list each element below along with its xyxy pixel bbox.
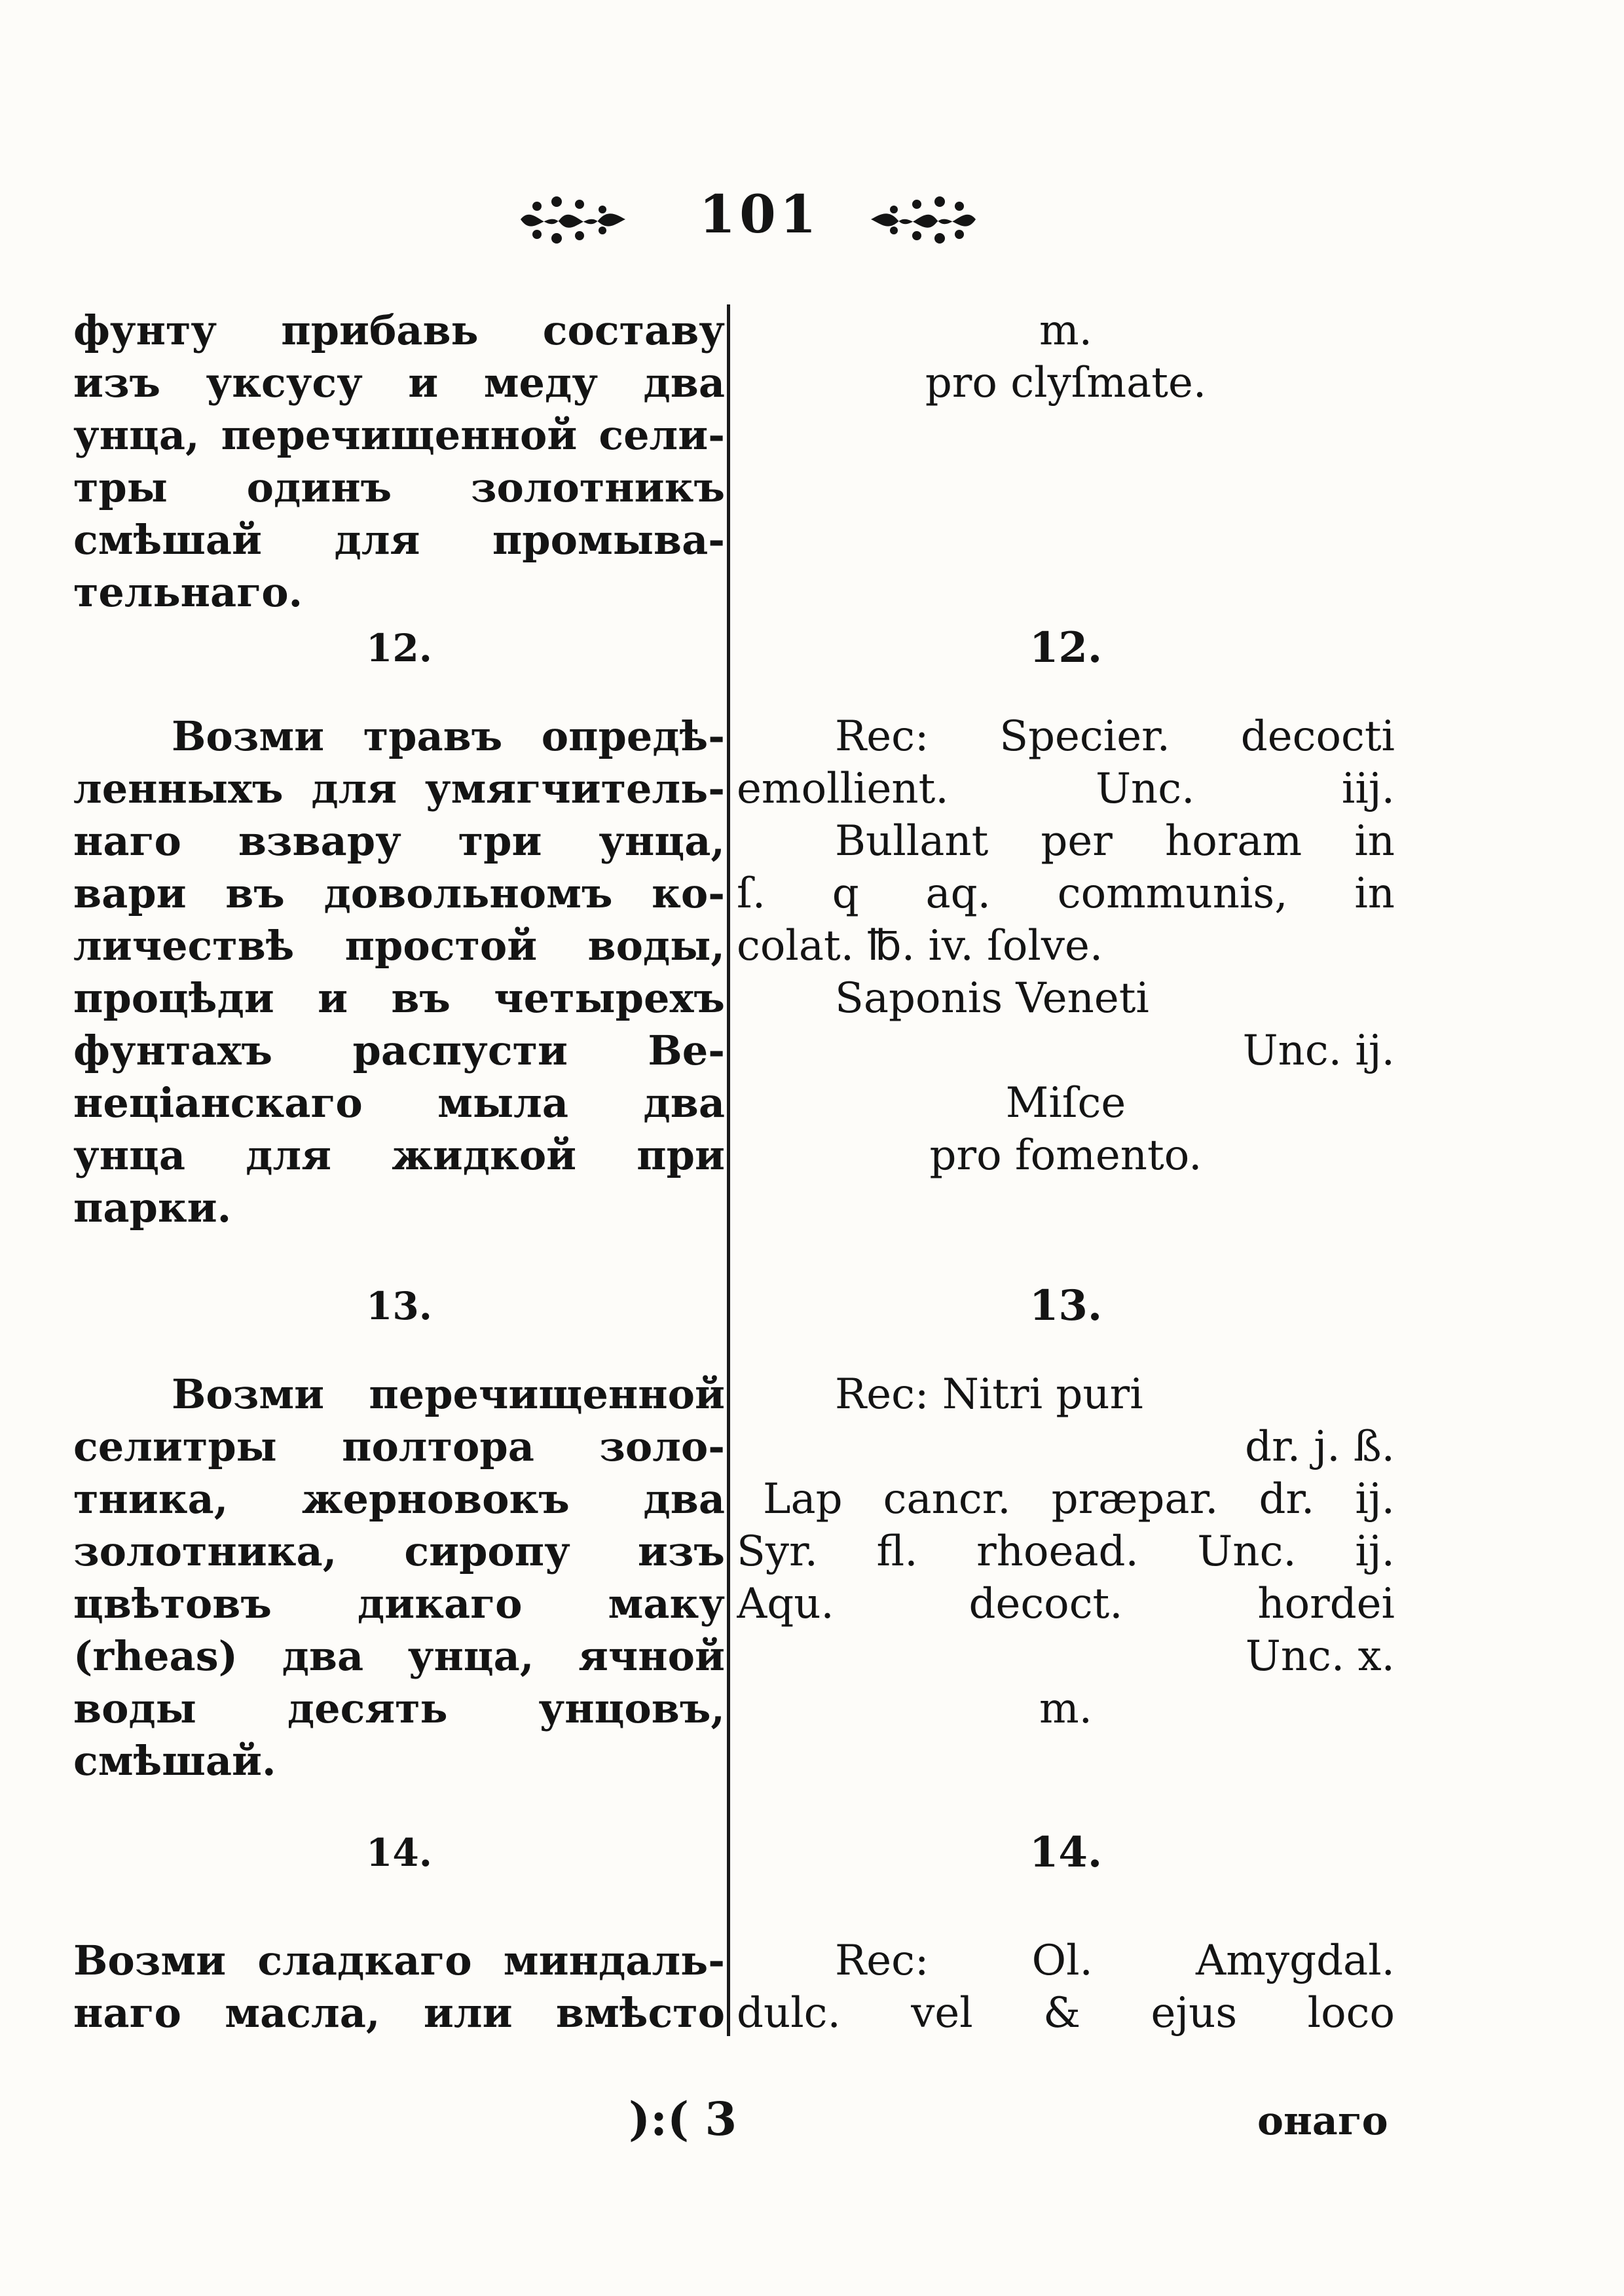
text-line: изъ уксусу и меду два: [73, 359, 725, 407]
text-line: m.: [1039, 306, 1093, 355]
text-line: Saponis Veneti: [835, 974, 1149, 1023]
text-line: ленныхъ для умягчитель-: [73, 765, 725, 812]
right-section-13: [737, 1280, 1395, 1332]
text-line: цвѣтовъ дикаго маку: [73, 1580, 725, 1628]
text-line: фунтахъ распусти Ве-: [73, 1027, 725, 1074]
page-header: [0, 177, 1624, 275]
text-line: тры одинъ золотникъ: [73, 464, 725, 511]
left-section-13: [73, 1280, 725, 1332]
text-line: селитры полтора золо-: [73, 1423, 725, 1470]
section-number: 12.: [1029, 623, 1103, 672]
page-number: 101: [699, 183, 821, 245]
text-line: наго взвару три унца,: [73, 817, 725, 865]
right-recipe-14: [737, 1935, 1395, 2039]
catchword: онаго: [1257, 2098, 1388, 2144]
page-footer: [0, 2092, 1624, 2157]
text-line: процѣди и въ четырехъ: [73, 974, 725, 1022]
section-number: 14.: [366, 1831, 432, 1875]
left-section-14: [73, 1827, 725, 1879]
text-line: тельнаго.: [73, 568, 303, 616]
text-line: Unc. ij.: [1242, 1027, 1395, 1075]
right-recipe-12: [737, 710, 1395, 1182]
text-line: Rec: Ol. Amygdal.: [835, 1937, 1395, 1985]
text-line: вари въ довольномъ ко-: [73, 869, 725, 917]
text-line: воды десять унцовъ,: [73, 1685, 725, 1732]
text-line: emollient. Unc. iij.: [737, 765, 1395, 813]
floral-ornament-icon: [868, 190, 979, 249]
column-divider: [727, 304, 730, 2036]
text-line: colat. ℔. iv. ſolve.: [737, 922, 1103, 970]
left-section-12: [73, 622, 725, 674]
text-line: Возми травъ опредѣ-: [172, 712, 725, 760]
text-line: смѣшай для промыва-: [73, 516, 725, 564]
text-line: тника, жерновокъ два: [73, 1475, 725, 1523]
text-line: dr. j. ß.: [1245, 1423, 1395, 1471]
text-line: Unc. x.: [1245, 1632, 1395, 1681]
section-number: 12.: [366, 626, 432, 670]
text-line: Возми сладкаго миндаль-: [73, 1937, 725, 1984]
text-line: Rec: Specier. decocti: [835, 712, 1395, 761]
text-line: Miſce: [1005, 1079, 1126, 1127]
text-line: золотника, сиропу изъ: [73, 1527, 725, 1575]
section-number: 14.: [1029, 1828, 1103, 1877]
signature-mark: ):( 3: [629, 2092, 737, 2146]
text-line: нецiанскаго мыла два: [73, 1079, 725, 1127]
text-line: pro fomento.: [929, 1131, 1202, 1180]
text-line: dulc. vel & ejus loco: [737, 1989, 1395, 2037]
text-line: Aqu. decoct. hordei: [737, 1580, 1395, 1628]
right-recipe-13: [737, 1368, 1395, 1735]
floral-ornament-icon: [517, 190, 629, 249]
left-recipe-12: [73, 710, 725, 1234]
section-number: 13.: [366, 1284, 432, 1328]
text-line: (rheas) два унца, ячной: [73, 1632, 725, 1680]
right-section-14: [737, 1827, 1395, 1879]
left-recipe-13: [73, 1368, 725, 1787]
text-line: фунту прибавь составу: [73, 306, 725, 354]
text-line: смѣшай.: [73, 1737, 276, 1785]
text-line: Возми перечищенной: [172, 1370, 725, 1418]
text-line: унца, перечищенной сели-: [73, 411, 725, 459]
text-line: унца для жидкой при: [73, 1131, 725, 1179]
text-line: m.: [1039, 1685, 1093, 1733]
right-section-12: [737, 622, 1395, 674]
text-line: парки.: [73, 1184, 232, 1231]
text-line: личествѣ простой воды,: [73, 922, 725, 970]
text-line: Bullant per horam in: [835, 817, 1395, 866]
right-continuation: [737, 304, 1395, 409]
text-line: Lap cancr. præpar. dr. ij.: [763, 1475, 1395, 1523]
text-line: Rec: Nitri puri: [835, 1370, 1143, 1419]
text-line: pro clyſmate.: [925, 359, 1207, 407]
left-continuation: [73, 304, 725, 619]
left-recipe-14: [73, 1935, 725, 2039]
text-line: ſ. q aq. communis, in: [737, 869, 1395, 918]
text-line: Syr. fl. rhoead. Unc. ij.: [737, 1527, 1395, 1576]
text-line: наго масла, или вмѣсто: [73, 1989, 725, 2037]
section-number: 13.: [1029, 1281, 1103, 1330]
